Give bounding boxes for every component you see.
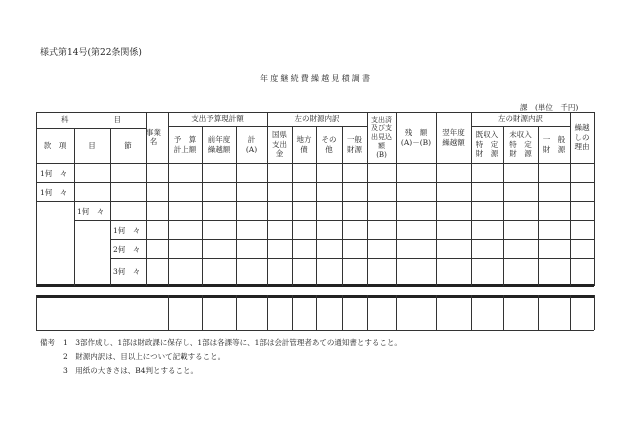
form-number-label: 様式第14号(第22条関係) [40,48,142,58]
header-ippan-zaigen-right: 一 般 財 源 [542,135,566,154]
header-zangaku: 残 額 (A)－(B) [400,128,432,147]
notes-label: 備考 [40,338,55,347]
header-kokken: 国県 支出 金 [272,130,287,159]
header-zaigen-left: 左の財源内訳 [294,114,340,124]
header-setsu: 節 [124,140,132,150]
header-chihosai: 地方 債 [296,135,312,154]
unit-note: 課 (単位 千円) [520,103,579,112]
header-jigyomei: 事業 名 [146,128,161,147]
header-sonota: その 他 [321,135,337,154]
header-kei-a: 計 (A) [245,135,258,154]
header-kishunyu: 既収入 特 定 財 源 [475,130,499,159]
note-2: 2 財源内訳は、目以上について記載すること。 [63,352,226,361]
header-yosan-keijo: 予 算 計上額 [173,135,197,154]
header-kan-ko: 款 項 [43,140,67,150]
header-yokunendo-kurikoshi: 翌年度 繰越額 [442,128,465,147]
header-shishutsuzumi-b: 支出済 及び支 出見込 額 (B) [371,115,392,159]
header-zennendo-kurikoshi: 前年度 繰越額 [207,135,231,154]
row-setsu-3: 3何 々 [113,267,141,276]
row-setsu-2: 2何 々 [113,245,141,254]
row-kan-2: 1何 々 [40,188,68,197]
row-kan-1: 1何 々 [40,169,68,178]
header-ippan-zaigen: 一般 財源 [347,135,362,154]
header-mishunyu: 未収入 特 定 財 源 [509,130,532,159]
row-setsu-1: 1何 々 [113,226,141,235]
header-kurikoshi-riyu: 繰越 しの 理由 [574,123,590,152]
header-kamoku: 科 目 [61,115,121,125]
document-title: 年度継続費繰越見積調書 [260,74,373,83]
row-moku-1: 1何 々 [77,207,105,216]
header-zaigen-right: 左の財源内訳 [498,114,543,124]
header-shishutsu-yosan: 支出予算現計額 [191,114,244,124]
note-3: 3 用紙の大きさは、B4判とすること。 [63,366,199,375]
note-1: 1 3部作成し、1部は財政課に保存し、1部は各課等に、1部は会計管理者あての通知書とすること。 [63,338,402,347]
header-moku: 目 [88,140,96,150]
